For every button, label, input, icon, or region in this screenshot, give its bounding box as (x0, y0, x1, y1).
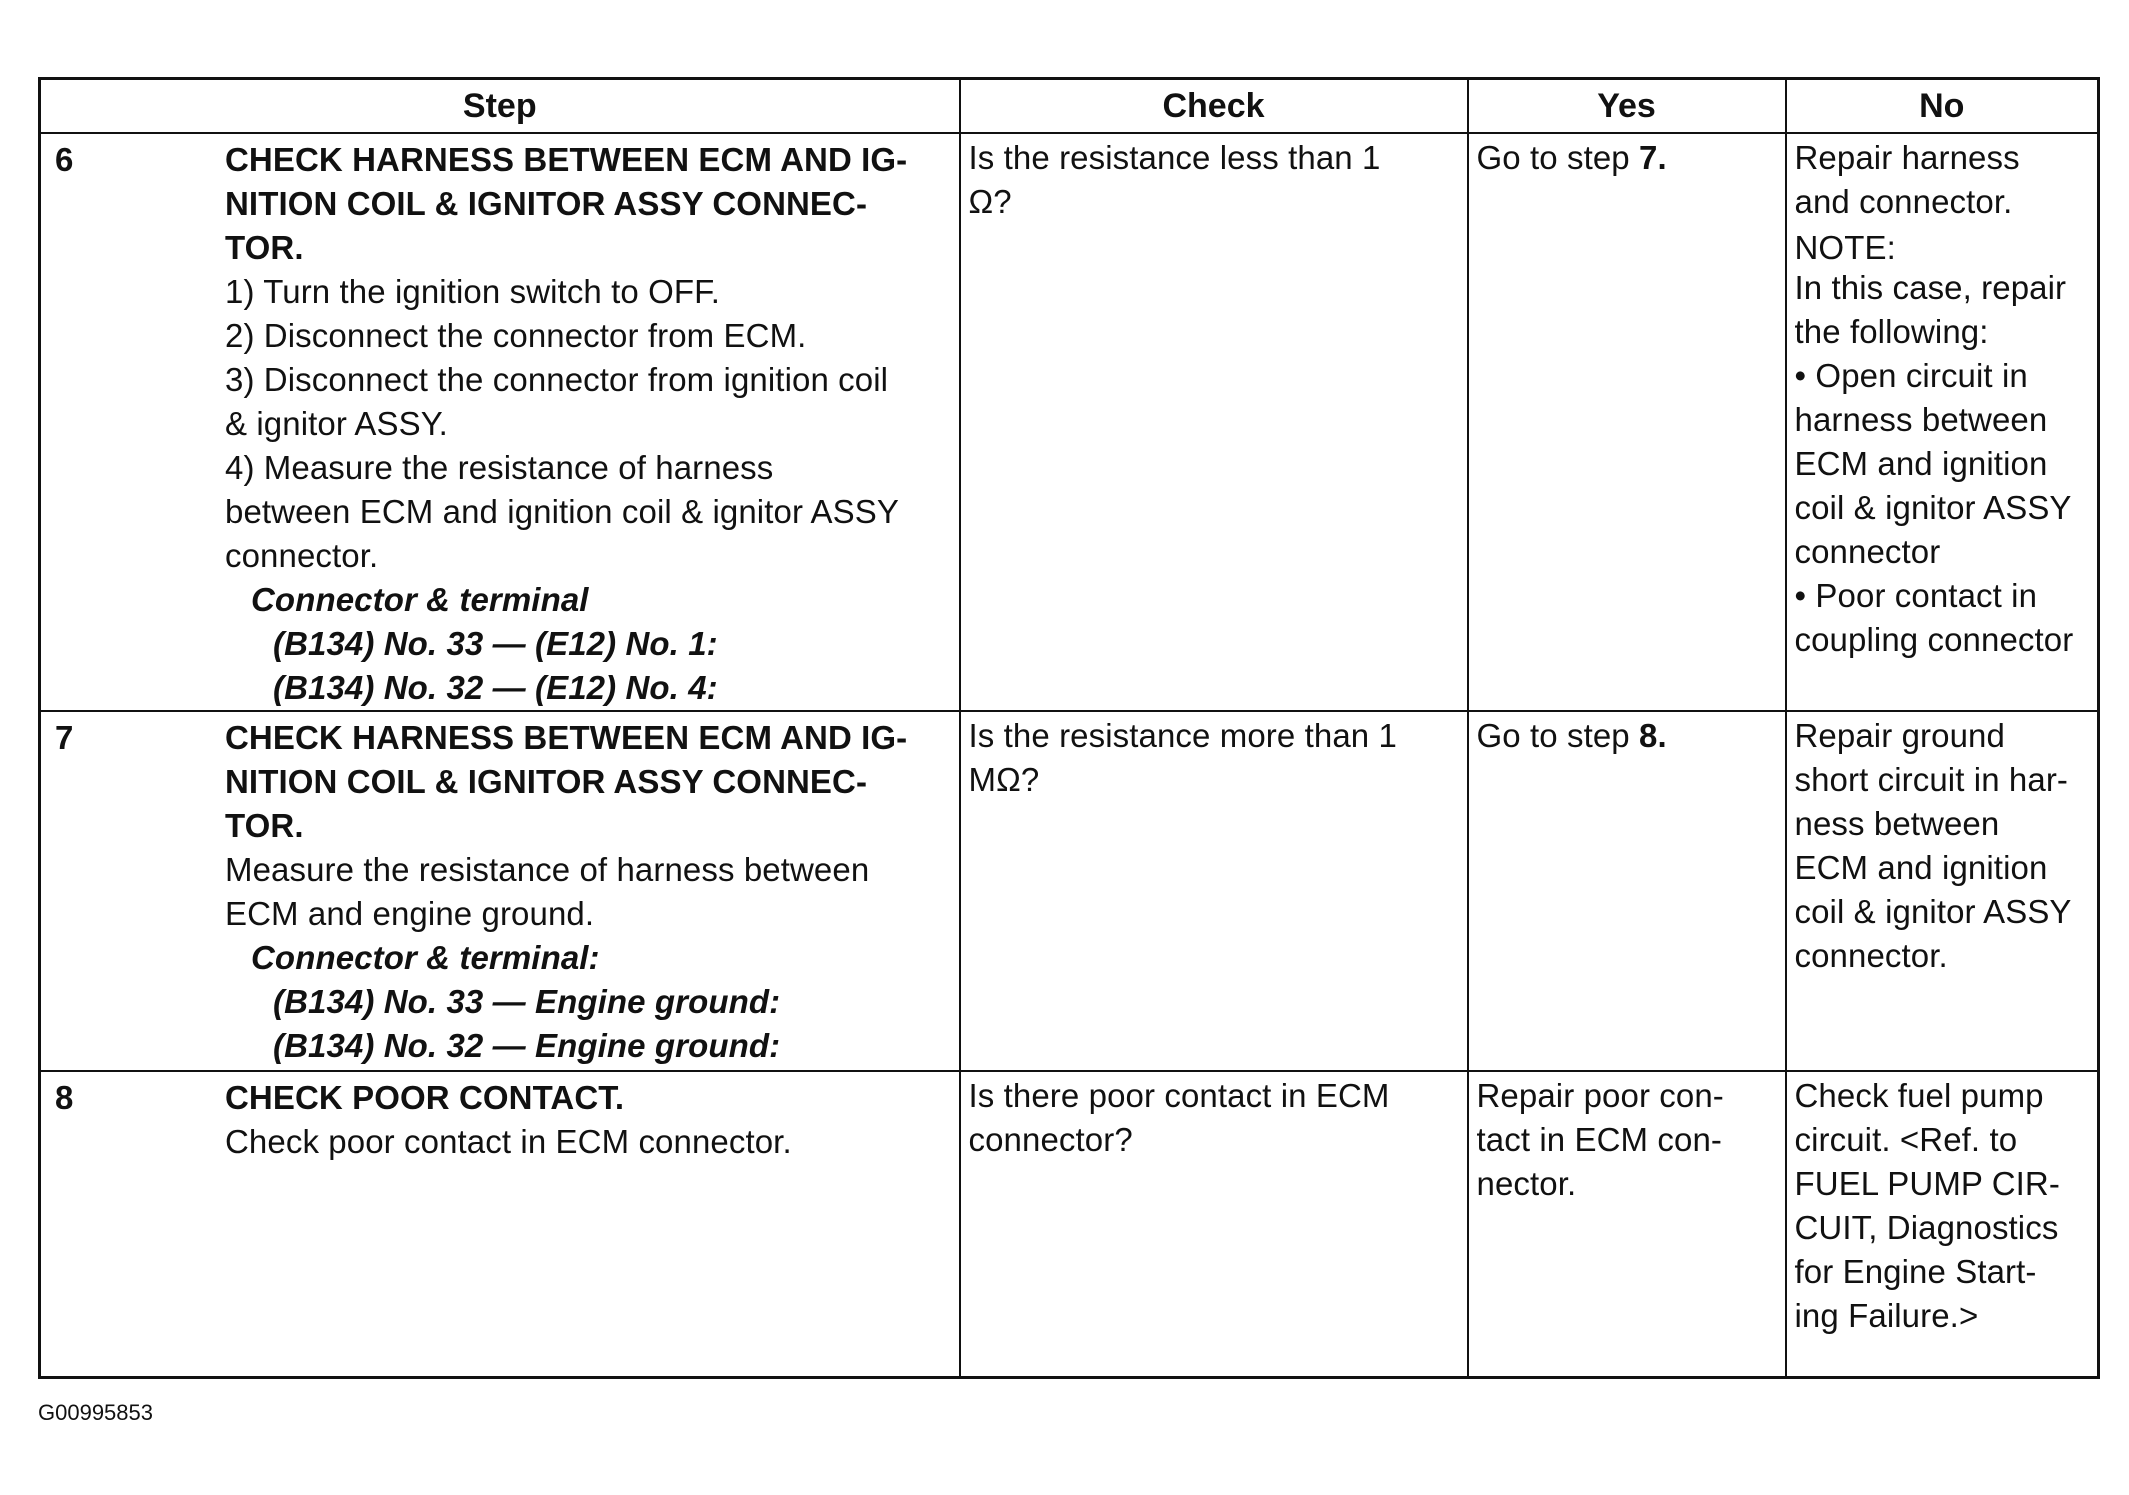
yes-cell (1468, 133, 1786, 711)
no-line: for Engine Start- (1794, 1253, 2037, 1290)
step-title-line: CHECK POOR CONTACT. (225, 1079, 625, 1116)
step-cell (40, 711, 960, 1071)
step-cell (40, 133, 960, 711)
step-number: 8 (55, 1079, 74, 1116)
note-label: NOTE: (1794, 229, 1896, 266)
table-row-step-6 (40, 133, 2099, 711)
diagnostic-table (38, 77, 2100, 1379)
check-cell (960, 711, 1468, 1071)
yes-step-ref: 8. (1639, 717, 1667, 754)
connector-terminal-item: (B134) No. 33 — (E12) No. 1: (273, 625, 718, 662)
note-bullet-line: harness between (1794, 401, 2048, 438)
step-body (219, 714, 951, 1068)
instruction-line: 1) Turn the ignition switch to OFF. (225, 273, 721, 310)
step-number: 7 (55, 719, 74, 756)
instruction-line: & ignitor ASSY. (225, 405, 448, 442)
no-line: ECM and ignition (1794, 849, 2048, 886)
yes-cell (1468, 1071, 1786, 1378)
no-line: ness between (1794, 805, 2000, 842)
step-title-line: TOR. (225, 229, 304, 266)
instruction-line: 3) Disconnect the connector from ignition coil (225, 361, 889, 398)
step-body (219, 136, 951, 710)
figure-code: G00995853 (38, 1400, 153, 1425)
instruction-line: connector. (225, 537, 379, 574)
step-title-line: TOR. (225, 807, 304, 844)
step-title-line: CHECK HARNESS BETWEEN ECM AND IG- (225, 141, 908, 178)
instruction-line: Check poor contact in ECM connector. (225, 1123, 792, 1160)
check-line: MΩ? (968, 761, 1040, 798)
step-number: 6 (55, 141, 74, 178)
step-body (219, 1074, 951, 1164)
step-title-line: NITION COIL & IGNITOR ASSY CONNEC- (225, 763, 868, 800)
note-line: In this case, repair (1794, 269, 2067, 306)
table-row-step-7 (40, 711, 2099, 1071)
yes-text: Go to step (1476, 717, 1640, 754)
instruction-line: ECM and engine ground. (225, 895, 595, 932)
table-row-step-8 (40, 1071, 2099, 1378)
connector-terminal-label: Connector & terminal: (251, 939, 600, 976)
instruction-line: 4) Measure the resistance of harness (225, 449, 774, 486)
note-bullet: • Poor contact in (1795, 574, 2090, 618)
note-bullet-line: coil & ignitor ASSY (1794, 489, 2072, 526)
no-line: Repair harness (1794, 139, 2020, 176)
header-no: No (1786, 79, 2099, 134)
step-title-line: CHECK HARNESS BETWEEN ECM AND IG- (225, 719, 908, 756)
check-cell (960, 133, 1468, 711)
no-line: Repair ground (1794, 717, 2005, 754)
no-line: and connector. (1794, 183, 2013, 220)
header-check: Check (960, 79, 1468, 134)
check-line: Is the resistance less than 1 (968, 139, 1381, 176)
instruction-line: Measure the resistance of harness between (225, 851, 870, 888)
header-yes: Yes (1468, 79, 1786, 134)
check-line: Is there poor contact in ECM (968, 1077, 1390, 1114)
no-line: FUEL PUMP CIR- (1794, 1165, 2060, 1202)
no-line: connector. (1794, 937, 1948, 974)
no-cell (1786, 133, 2099, 711)
header-step: Step (40, 79, 960, 134)
note-line: the following: (1794, 313, 1989, 350)
no-cell (1786, 711, 2099, 1071)
step-title-line: NITION COIL & IGNITOR ASSY CONNEC- (225, 185, 868, 222)
connector-terminal-item: (B134) No. 33 — Engine ground: (273, 983, 781, 1020)
no-line: circuit. <Ref. to (1794, 1121, 2018, 1158)
connector-terminal-item: (B134) No. 32 — Engine ground: (273, 1027, 781, 1064)
no-cell (1786, 1071, 2099, 1378)
check-line: Ω? (968, 183, 1012, 220)
no-line: Check fuel pump (1794, 1077, 2044, 1114)
note-bullet-line: connector (1794, 533, 1941, 570)
note-bullet: • Open circuit in (1795, 354, 2090, 398)
yes-line: tact in ECM con- (1476, 1121, 1723, 1158)
check-line: connector? (968, 1121, 1133, 1158)
no-line: ing Failure.> (1794, 1297, 1979, 1334)
instruction-line: 2) Disconnect the connector from ECM. (225, 317, 807, 354)
yes-cell (1468, 711, 1786, 1071)
note-bullet-line: ECM and ignition (1794, 445, 2048, 482)
yes-line: nector. (1476, 1165, 1577, 1202)
yes-text: Go to step (1476, 139, 1640, 176)
instruction-line: between ECM and ignition coil & ignitor ASSY (225, 493, 899, 530)
no-line: short circuit in har- (1794, 761, 2069, 798)
no-line: CUIT, Diagnostics (1794, 1209, 2059, 1246)
step-cell (40, 1071, 960, 1378)
check-cell (960, 1071, 1468, 1378)
no-line: coil & ignitor ASSY (1794, 893, 2072, 930)
yes-line: Repair poor con- (1476, 1077, 1724, 1114)
note-bullet-line: coupling connector (1794, 621, 2074, 658)
yes-step-ref: 7. (1639, 139, 1667, 176)
connector-terminal-label: Connector & terminal (251, 581, 589, 618)
check-line: Is the resistance more than 1 (968, 717, 1397, 754)
connector-terminal-item: (B134) No. 32 — (E12) No. 4: (273, 669, 718, 706)
table-header-row (40, 79, 2099, 134)
